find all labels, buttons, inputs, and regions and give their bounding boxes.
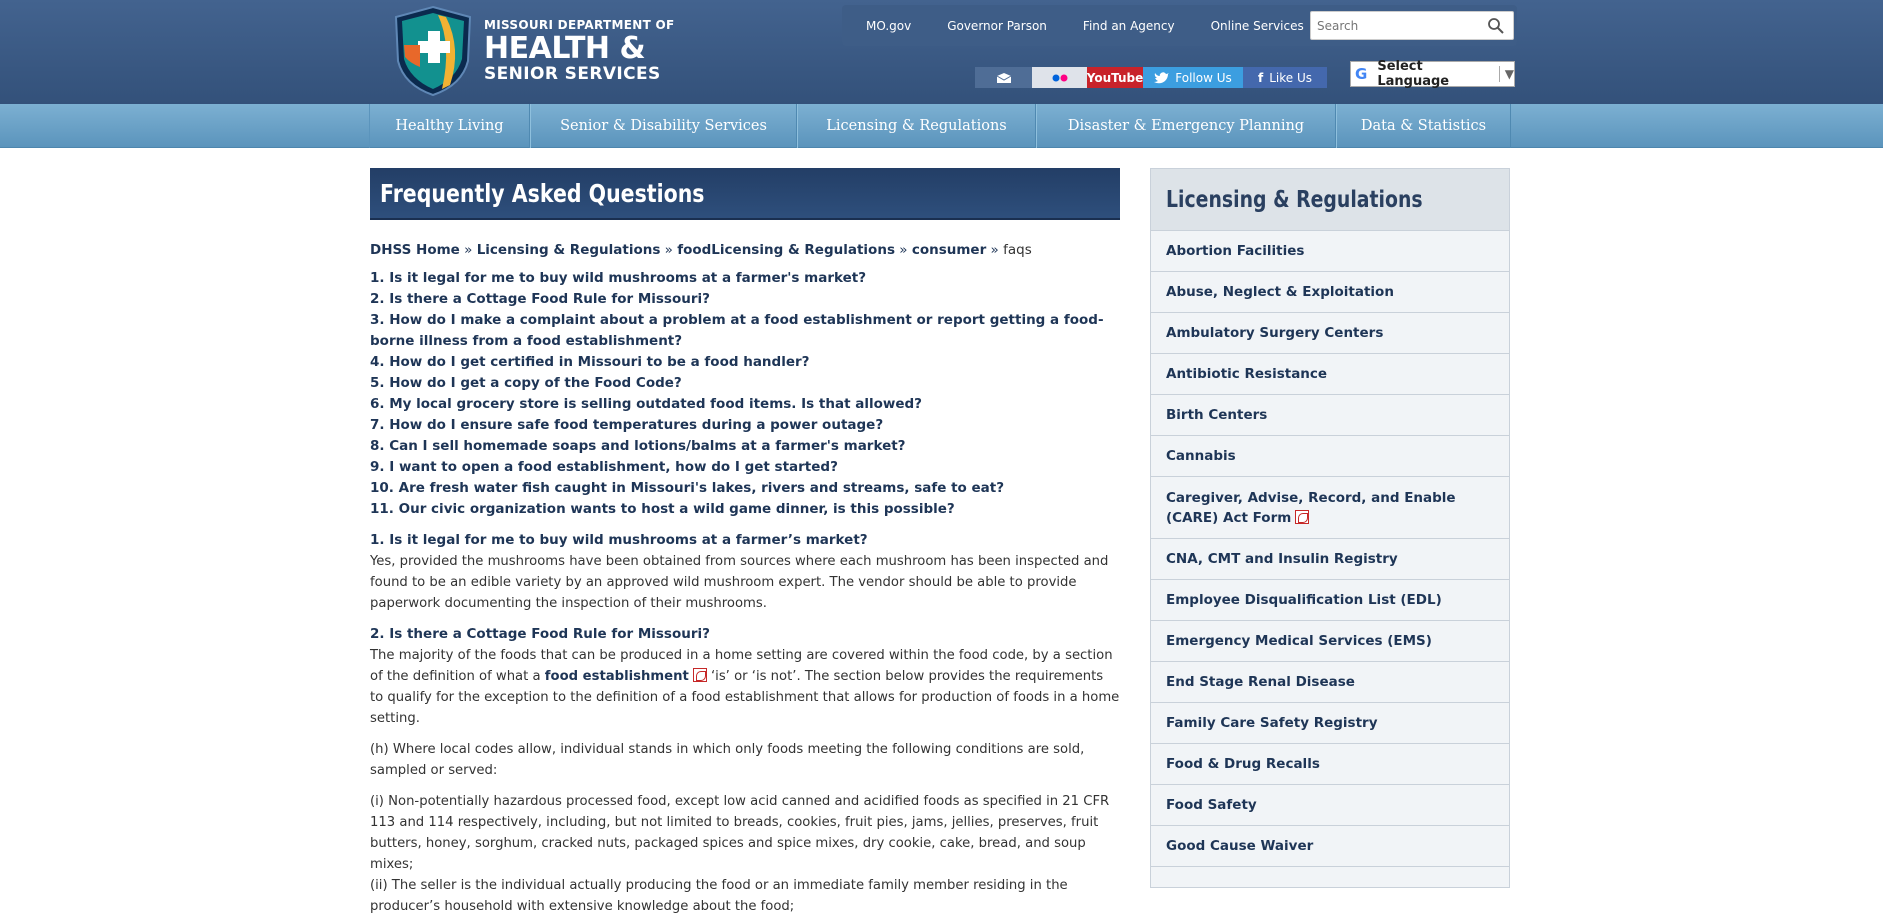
- sidebar-item-cannabis[interactable]: Cannabis: [1151, 436, 1509, 477]
- breadcrumb-separator: »: [459, 242, 477, 258]
- sidebar-title: Licensing & Regulations: [1166, 186, 1423, 213]
- search-box: [1310, 11, 1514, 40]
- link-mo-gov[interactable]: MO.gov: [866, 18, 912, 33]
- faq-link-1[interactable]: 1. Is it legal for me to buy wild mushrooms at a farmer's market?: [370, 270, 867, 286]
- faq-question-1: 1. Is it legal for me to buy wild mushrooms at a farmer’s market?: [370, 532, 868, 548]
- search-input[interactable]: [1311, 12, 1481, 39]
- main-nav: [0, 104, 1883, 148]
- faq-link-5[interactable]: 5. How do I get a copy of the Food Code?: [370, 375, 682, 391]
- sidebar: [1150, 168, 1510, 888]
- faq-link-2[interactable]: 2. Is there a Cottage Food Rule for Missouri?: [370, 291, 710, 307]
- faq-link-9[interactable]: 9. I want to open a food establishment, how do I get started?: [370, 459, 838, 475]
- sidebar-item-abuse-neglect[interactable]: Abuse, Neglect & Exploitation: [1151, 272, 1509, 313]
- pdf-icon: [693, 668, 707, 682]
- language-divider: [1499, 66, 1500, 82]
- faq-link-7[interactable]: 7. How do I ensure safe food temperatures during a power outage?: [370, 417, 884, 433]
- faq-link-4[interactable]: 4. How do I get certified in Missouri to be a food handler?: [370, 354, 810, 370]
- food-establishment-link[interactable]: food establishment: [544, 669, 689, 684]
- language-select[interactable]: [1350, 61, 1515, 87]
- link-online-services[interactable]: Online Services: [1210, 18, 1304, 33]
- flickr-button[interactable]: [1032, 67, 1087, 88]
- page-title: Frequently Asked Questions: [380, 178, 705, 208]
- faq-link-3[interactable]: 3. How do I make a complaint about a problem at a food establishment or report getting a food-borne illness from a food establishment?: [370, 312, 1104, 349]
- sidebar-header: [1151, 169, 1509, 231]
- twitter-follow-button[interactable]: [1143, 67, 1243, 88]
- sidebar-item-antibiotic-resistance[interactable]: Antibiotic Resistance: [1151, 354, 1509, 395]
- page-title-bar: [370, 168, 1120, 220]
- dhss-logo[interactable]: [390, 5, 680, 97]
- breadcrumb-separator: »: [986, 242, 1004, 258]
- facebook-label: Like Us: [1269, 70, 1312, 85]
- breadcrumb-current: faqs: [1003, 242, 1032, 258]
- twitter-label: Follow Us: [1175, 70, 1232, 85]
- sidebar-item-food-safety[interactable]: Food Safety: [1151, 785, 1509, 826]
- logo-line-2: HEALTH &: [484, 31, 646, 66]
- faq-answer-2-i: (i) Non-potentially hazardous processed food, except low acid canned and acidified foods as specified in 21 CFR 113 and 114 respectively, including, but not limited to breads, cookies, fruit pies, jams, jellies, preserves, fruit butters, honey, sorghum, cracked nuts, packaged spices and spice mixes, dry cookie, cake, bread, and soup mixes;: [370, 794, 1110, 872]
- breadcrumb-separator: »: [660, 242, 678, 258]
- logo-wordmark: [484, 19, 675, 83]
- faq-answer-2-h: (h) Where local codes allow, individual stands in which only foods meeting the following conditions are sold, sampled or served:: [370, 742, 1085, 778]
- sidebar-item-cna-cmt[interactable]: CNA, CMT and Insulin Registry: [1151, 539, 1509, 580]
- envelope-icon: [996, 72, 1012, 84]
- flickr-icon: [1050, 73, 1070, 83]
- answer-text: The majority of the foods that can be produced in a home setting are covered within the food code, by a section of the definition of what a: [370, 648, 1113, 684]
- breadcrumb-separator: »: [894, 242, 912, 258]
- pdf-icon: [1295, 510, 1309, 524]
- sidebar-item-edl[interactable]: Employee Disqualification List (EDL): [1151, 580, 1509, 621]
- facebook-icon: f: [1257, 70, 1264, 85]
- nav-healthy-living[interactable]: Healthy Living: [369, 104, 530, 148]
- shield-logo-icon: [390, 5, 476, 97]
- email-signup-button[interactable]: [975, 67, 1032, 88]
- search-icon[interactable]: [1487, 17, 1505, 35]
- answer-text: ‘is’ or ‘is not’. The section below provides the requirements to qualify for the exception to the definition of a food establishment that allows for production of foods in a home setting.: [370, 669, 1120, 726]
- nav-data-statistics[interactable]: Data & Statistics: [1336, 104, 1511, 148]
- faq-link-8[interactable]: 8. Can I sell homemade soaps and lotions/balms at a farmer's market?: [370, 438, 906, 454]
- breadcrumb-home[interactable]: DHSS Home: [370, 242, 460, 258]
- youtube-button[interactable]: YouTube: [1087, 67, 1143, 88]
- breadcrumb: [370, 242, 1120, 258]
- nav-disaster-emergency[interactable]: Disaster & Emergency Planning: [1036, 104, 1336, 148]
- faq-answer-2: [370, 645, 1120, 729]
- logo-line-3: SENIOR SERVICES: [484, 64, 661, 84]
- sidebar-item-good-cause-waiver[interactable]: Good Cause Waiver: [1151, 826, 1509, 867]
- sidebar-item-esrd[interactable]: End Stage Renal Disease: [1151, 662, 1509, 703]
- nav-licensing-regulations[interactable]: Licensing & Regulations: [797, 104, 1036, 148]
- sidebar-item-family-care[interactable]: Family Care Safety Registry: [1151, 703, 1509, 744]
- breadcrumb-consumer[interactable]: consumer: [911, 242, 987, 258]
- facebook-like-button[interactable]: [1243, 67, 1327, 88]
- sidebar-item-ambulatory-surgery[interactable]: Ambulatory Surgery Centers: [1151, 313, 1509, 354]
- sidebar-item-text: Caregiver, Advise, Record, and Enable (CARE) Act Form: [1166, 489, 1456, 526]
- link-find-agency[interactable]: Find an Agency: [1082, 18, 1175, 33]
- faq-link-6[interactable]: 6. My local grocery store is selling outdated food items. Is that allowed?: [370, 396, 922, 412]
- chevron-down-icon: ▼: [1504, 67, 1514, 81]
- language-label: Select Language: [1377, 59, 1450, 89]
- faq-link-11[interactable]: 11. Our civic organization wants to host a wild game dinner, is this possible?: [370, 501, 955, 517]
- sidebar-item-abortion-facilities[interactable]: Abortion Facilities: [1151, 231, 1509, 272]
- faq-index: [370, 268, 1120, 520]
- sidebar-item-birth-centers[interactable]: Birth Centers: [1151, 395, 1509, 436]
- social-links: [975, 67, 1327, 88]
- faq-link-10[interactable]: 10. Are fresh water fish caught in Missouri's lakes, rivers and streams, safe to eat?: [370, 480, 1005, 496]
- nav-senior-disability[interactable]: Senior & Disability Services: [530, 104, 797, 148]
- link-governor[interactable]: Governor Parson: [947, 18, 1047, 33]
- sidebar-item-ems[interactable]: Emergency Medical Services (EMS): [1151, 621, 1509, 662]
- breadcrumb-food[interactable]: foodLicensing & Regulations: [677, 242, 895, 258]
- logo-line-1: MISSOURI DEPARTMENT OF: [484, 18, 675, 32]
- twitter-icon: [1154, 71, 1170, 84]
- sidebar-item-care-act-form[interactable]: [1151, 477, 1509, 539]
- breadcrumb-licensing[interactable]: Licensing & Regulations: [476, 242, 661, 258]
- main-content: [370, 168, 1120, 917]
- google-icon: G: [1355, 65, 1368, 83]
- site-header: [0, 0, 1883, 104]
- faq-answer-2-ii: (ii) The seller is the individual actually producing the food or an immediate family member residing in the producer’s household with extensive knowledge about the food;: [370, 878, 1068, 914]
- sidebar-item-food-drug-recalls[interactable]: Food & Drug Recalls: [1151, 744, 1509, 785]
- sidebar-item-label: [1166, 488, 1494, 528]
- faq-answer-1: Yes, provided the mushrooms have been obtained from sources where each mushroom has been inspected and found to be an edible variety by an approved wild mushroom expert. The vendor should be able to provide paperwork documenting the inspection of their mushrooms.: [370, 554, 1109, 611]
- faq-question-2: 2. Is there a Cottage Food Rule for Missouri?: [370, 626, 710, 642]
